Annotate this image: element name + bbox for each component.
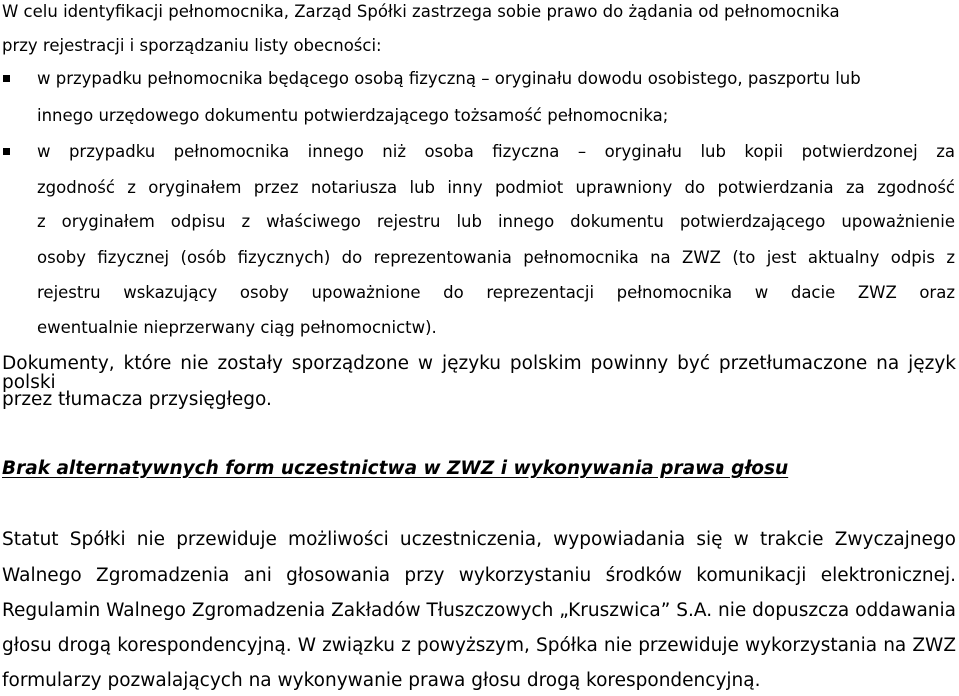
bullet-2-line-6: ewentualnie nieprzerwany ciąg pełnomocnictw). xyxy=(37,318,437,337)
bullet-2-line-5: rejestru wskazujący osoby upoważnione do reprezentacji pełnomocnika w dacie ZWZ oraz xyxy=(37,283,955,302)
intro-line-1: W celu identyfikacji pełnomocnika, Zarząd Spółki zastrzega sobie prawo do żądania od pełnomocnika xyxy=(2,2,840,21)
bullet-square-icon xyxy=(3,75,10,82)
bullet-2-line-4: osoby fizycznej (osób fizycznych) do reprezentowania pełnomocnika na ZWZ (to jest aktualny odpis z xyxy=(37,248,955,267)
bullet-1-line-1: w przypadku pełnomocnika będącego osobą fizyczną – oryginału dowodu osobistego, paszportu lub xyxy=(37,69,861,88)
intro-line-2: przy rejestracji i sporządzaniu listy obecności: xyxy=(2,36,382,55)
section-line-2: Walnego Zgromadzenia ani głosowania przy wykorzystaniu środków komunikacji elektronicznej. xyxy=(2,565,956,586)
section-heading: Brak alternatywnych form uczestnictwa w ZWZ i wykonywania prawa głosu xyxy=(2,458,789,479)
bullet-2-line-3: z oryginałem odpisu z właściwego rejestru lub innego dokumentu potwierdzającego upoważnienie xyxy=(37,212,955,231)
translation-line-2: przez tłumacza przysięgłego. xyxy=(2,389,272,410)
section-line-3: Regulamin Walnego Zgromadzenia Zakładów Tłuszczowych „Kruszwica” S.A. nie dopuszcza oddawania xyxy=(2,600,956,621)
translation-line-1: Dokumenty, które nie zostały sporządzone w języku polskim powinny być przetłumaczone na język polski xyxy=(2,353,956,393)
bullet-2-line-1: w przypadku pełnomocnika innego niż osoba fizyczna – oryginału lub kopii potwierdzonej za xyxy=(37,142,955,161)
section-line-1: Statut Spółki nie przewiduje możliwości uczestniczenia, wypowiadania się w trakcie Zwyczajnego xyxy=(2,529,956,550)
bullet-1-line-2: innego urzędowego dokumentu potwierdzającego tożsamość pełnomocnika; xyxy=(37,106,669,125)
bullet-2-line-2: zgodność z oryginałem przez notariusza lub inny podmiot uprawniony do potwierdzania za zgodność xyxy=(37,178,955,197)
section-line-4: głosu drogą korespondencyjną. W związku z powyższym, Spółka nie przewiduje wykorzystania na ZWZ xyxy=(2,635,956,656)
section-line-5: formularzy pozwalających na wykonywanie prawa głosu drogą korespondencyjną. xyxy=(2,670,761,691)
bullet-square-icon xyxy=(3,148,10,155)
